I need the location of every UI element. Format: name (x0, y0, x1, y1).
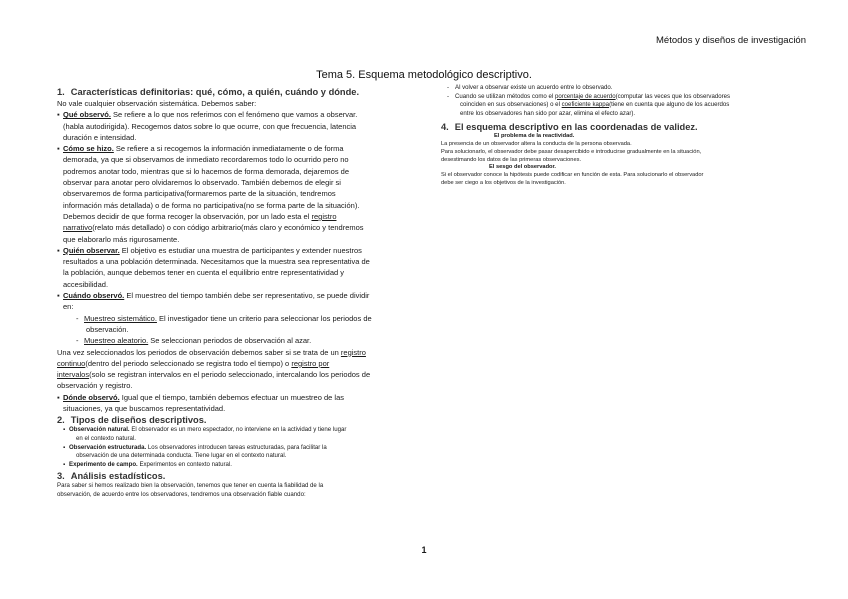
document-title: Tema 5. Esquema metodológico descriptivo. (316, 69, 532, 81)
bullet-icon: ▪ (63, 426, 66, 434)
dash-icon: - (76, 313, 79, 323)
subheading-reactividad: El problema de la reactividad. (494, 132, 575, 139)
running-header: Métodos y diseños de investigación (656, 35, 806, 46)
sesgo-line-2: debe ser ciego a los objetivos de la investigación. (441, 180, 566, 187)
bullet-icon: ▪ (57, 392, 60, 402)
right-column: - Al volver a observar existe un acuerdo entre lo observado. - Cuando se utilizan métodos como el porcentaje de acuerdo(computar las veces que los observadores coinciden en sus observaciones) o el coeficiente kappa(tiene en cuenta que alguno de los acuerdos entre los observadores han sido por azar, elimina el efecto azar). 4. El esquema descriptivo en las coordenadas de validez. El problema de la reactividad. La presencia de un observador altera la conducta de la persona observada. Para solucionarlo, el observador debe pasar desapercibido e introducirse gradualmente en la situación, desestimando los datos de las primeras observaciones. El sesgo del observador. Si el observador conoce la hipótesis puede codificar en función de esta. Para solucionarlo el observador debe ser ciego a los objetivos de la investigación. (441, 84, 791, 188)
bullet-icon: ▪ (57, 291, 60, 301)
item-donde: ▪ Dónde observó. Igual que el tiempo, también debemos efectuar un muestreo de las situaciones, ya que buscamos representatividad. (57, 392, 344, 414)
bullet-icon: ▪ (57, 110, 60, 120)
section-3-line-1: Para saber si hemos realizado bien la observación, tenemos que tener en cuenta la fiabilidad de la (57, 481, 324, 489)
reactividad-line-2: Para solucionarlo, el observador debe pasar desapercibido e introducirse gradualmente en la situación, (441, 148, 702, 155)
bullet-icon: ▪ (63, 443, 66, 451)
subheading-sesgo: El sesgo del observador. (489, 164, 557, 171)
dash-icon: - (447, 84, 450, 91)
reactividad-line-3: desestimando los datos de las primeras observaciones. (441, 156, 582, 163)
paragraph-registro: Una vez seleccionados los periodos de observación debemos saber si se trata de un registro continuo(dentro del periodo seleccionado se registra todo el tiempo) o registro por intervalos(solo se registran intervalos en el periodo seleccionado, intercalando los periodos de observación y registro. (57, 347, 371, 391)
section-1-intro: No vale cualquier observación sistemática. Debemos saber: (57, 99, 257, 108)
bullet-icon: ▪ (57, 144, 60, 154)
dash-icon: - (447, 92, 450, 100)
design-types-list: ▪ Observación natural. El observador es un mero espectador, no interviene en la actividad y tiene lugar en el contexto natural. ▪ Observación estructurada. Los observadores introducen tareas estructuradas, para facilitar la observación de una determinada conducta. Tiene lugar en el contexto natural. ▪ Experimento de campo. Experimentos en contexto natural. (63, 426, 347, 469)
bullet-icon: ▪ (63, 461, 66, 469)
dash-icon: - (76, 336, 79, 346)
page-number: 1 (421, 545, 427, 555)
section-heading-4: 4. El esquema descriptivo en las coordenadas de validez. (441, 121, 698, 132)
section-heading-1: 1. Características definitorias: qué, cómo, a quién, cuándo y dónde. (57, 87, 360, 97)
item-como: ▪ Cómo se hizo. Se refiere a si recogemos la información inmediatamente o de forma demorada, ya que si observamos de inmediato recordaremos todo lo ocurrido pero no podremos anotar todo, mientras que si lo hacemos de forma demorada, dejaremos de observar para anotar pero olvidaremos lo observado. También debemos de elegir si observaremos de forma participativa(formaremos parte de la situación, tendremos información más detallada) o de forma no participativa(no se forma parte de la situación). Debemos decidir de que forma recoger la observación, por un lado esta el registro narrativo(relato más detallado) o con código arbitrario(más claro y económico y tendremos que elaborarlo más rigurosamente. (57, 144, 364, 244)
item-que: ▪ Qué observó. Se refiere a lo que nos referimos con el fenómeno que vamos a observar. (habla autodirigida). Recogemos datos sobre lo que ocurre, con que frecuencia, latencia duración e intensidad. (57, 110, 358, 142)
section-heading-2: 2. Tipos de diseños descriptivos. (57, 415, 207, 426)
section-3-line-2: observación, de acuerdo entre los observadores, tendremos una observación fiable cuando: (57, 490, 306, 498)
sesgo-line-1: Si el observador conoce la hipótesis puede codificar en función de esta. Para solucionarlo el observador (441, 172, 704, 179)
item-cuando: ▪ Cuándo observó. El muestreo del tiempo también debe ser representativo, se puede dividir en: - Muestreo sistemático. El investigador tiene un criterio para seleccionar los periodos de observación. - Muestreo aleatorio. Se seleccionan periodos de observación al azar. (57, 291, 372, 346)
left-column (57, 86, 407, 499)
reactividad-line-1: La presencia de un observador altera la conducta de la persona observada. (441, 140, 632, 147)
item-quien: ▪ Quién observar. El objetivo es estudiar una muestra de participantes y extender nuestros resultados a una población determinada. Necesitamos que la muestra sea representativa de la población, aunque debemos tener en cuenta el equilibrio entre representatividad y accesibilidad. (57, 245, 370, 289)
bullet-icon: ▪ (57, 245, 60, 255)
section-heading-3: 3. Análisis estadísticos. (57, 470, 166, 481)
